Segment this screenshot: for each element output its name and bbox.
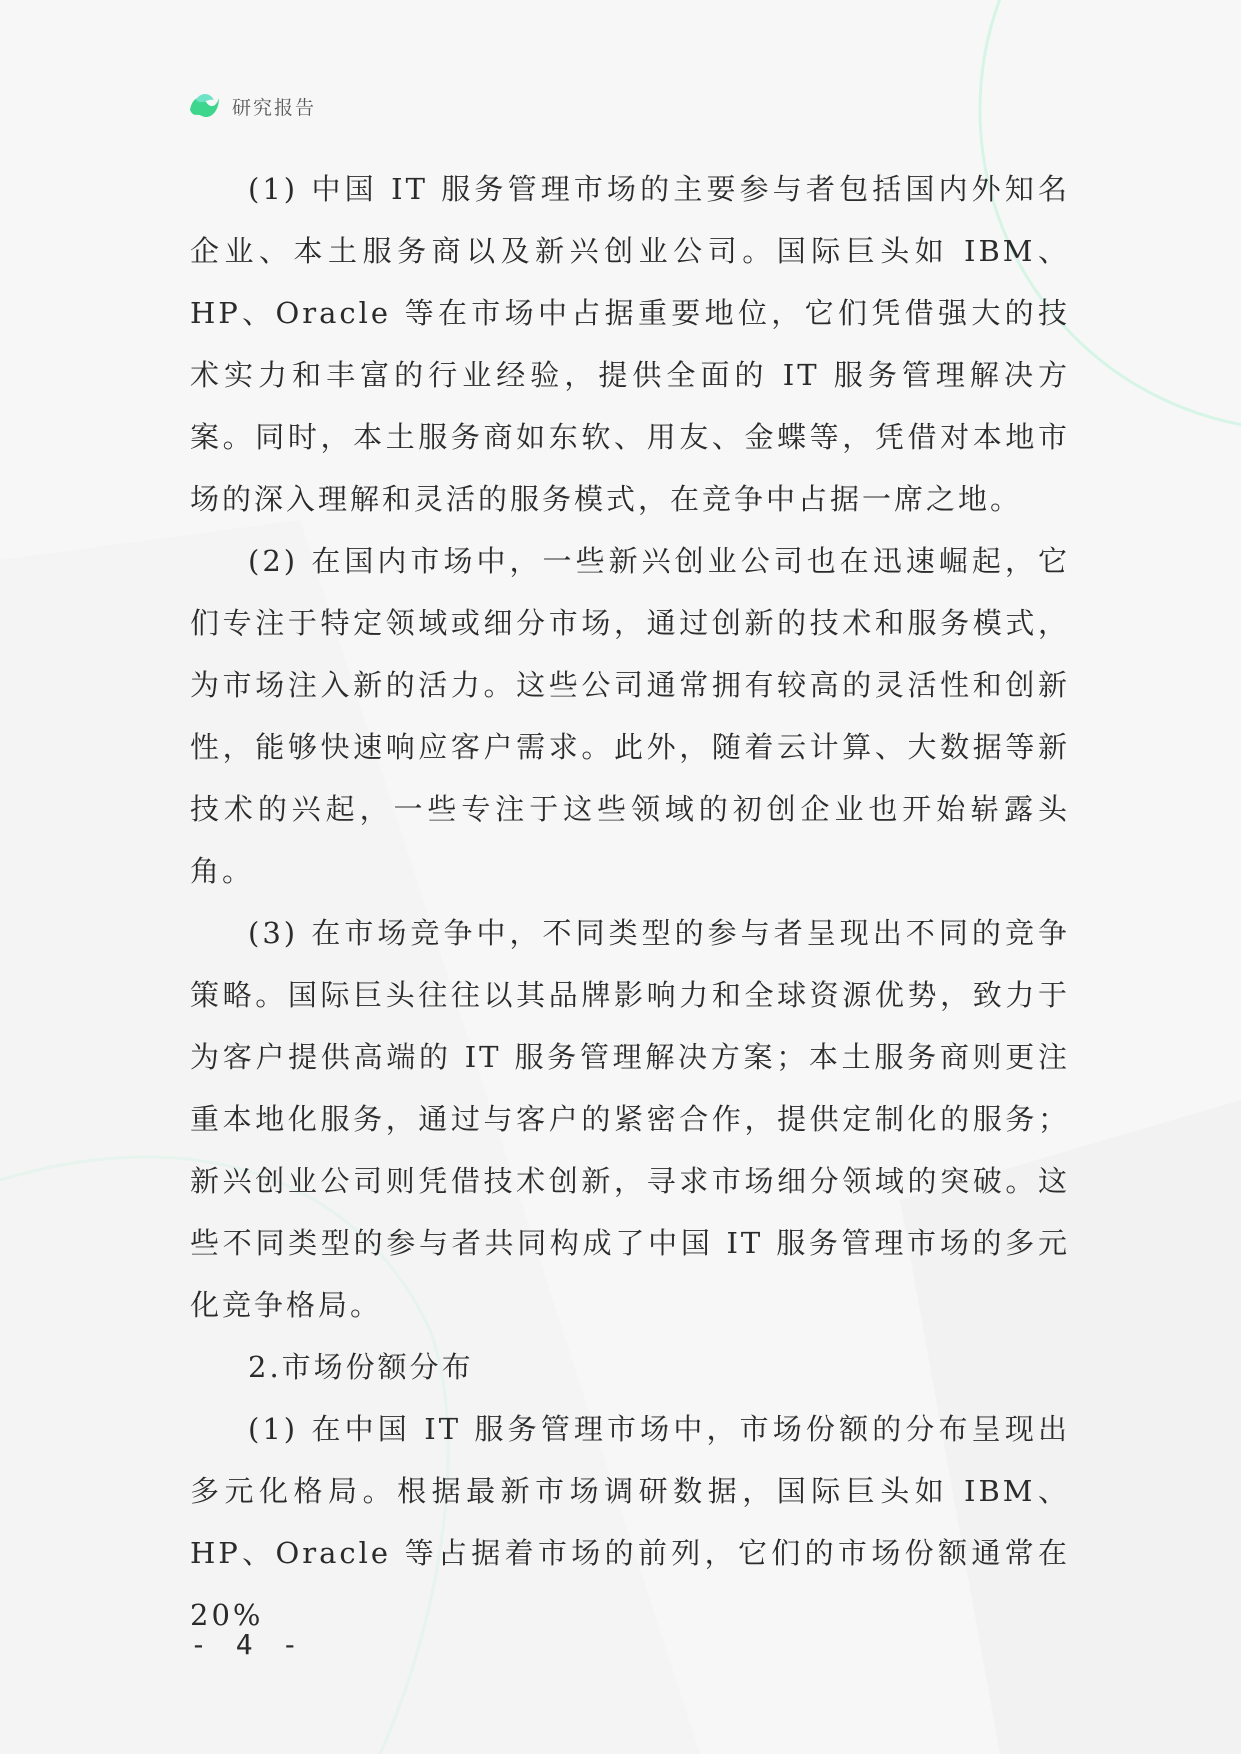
paragraph: (2) 在国内市场中，一些新兴创业公司也在迅速崛起，它们专注于特定领域或细分市场，通过创新的技术和服务模式，为市场注入新的活力。这些公司通常拥有较高的灵活性和创新性，能够快速响应客户需求。此外，随着云计算、大数据等新技术的兴起，一些专注于这些领域的初创企业也开始崭露头角。 — [190, 544, 1070, 888]
paragraph: (1) 中国 IT 服务管理市场的主要参与者包括国内外知名企业、本土服务商以及新兴创业公司。国际巨头如 IBM、HP、Oracle 等在市场中占据重要地位，它们凭借强大的技术实力和丰富的行业经验，提供全面的 IT 服务管理解决方案。同时，本土服务商如东软、用友、金蝶等，凭借对本地市场的深入理解和灵活的服务模式，在竞争中占据一席之地。 — [190, 172, 1070, 516]
paragraph: (3) 在市场竞争中，不同类型的参与者呈现出不同的竞争策略。国际巨头往往以其品牌影响力和全球资源优势，致力于为客户提供高端的 IT 服务管理解决方案；本土服务商则更注重本地化服务，通过与客户的紧密合作，提供定制化的服务；新兴创业公司则凭借技术创新，寻求市场细分领域的突破。这些不同类型的参与者共同构成了中国 IT 服务管理市场的多元化竞争格局。 — [190, 916, 1070, 1322]
paragraph: (1) 在中国 IT 服务管理市场中，市场份额的分布呈现出多元化格局。根据最新市场调研数据，国际巨头如 IBM、HP、Oracle 等占据着市场的前列，它们的市场份额通常在 20% — [190, 1412, 1070, 1632]
report-header — [186, 88, 316, 124]
header-title: 研究报告 — [232, 96, 317, 119]
document-body — [190, 158, 1070, 1646]
green-leaf-logo-icon — [186, 88, 222, 124]
section-heading: 2.市场份额分布 — [248, 1350, 474, 1384]
page-number: - 4 - — [190, 1628, 305, 1661]
